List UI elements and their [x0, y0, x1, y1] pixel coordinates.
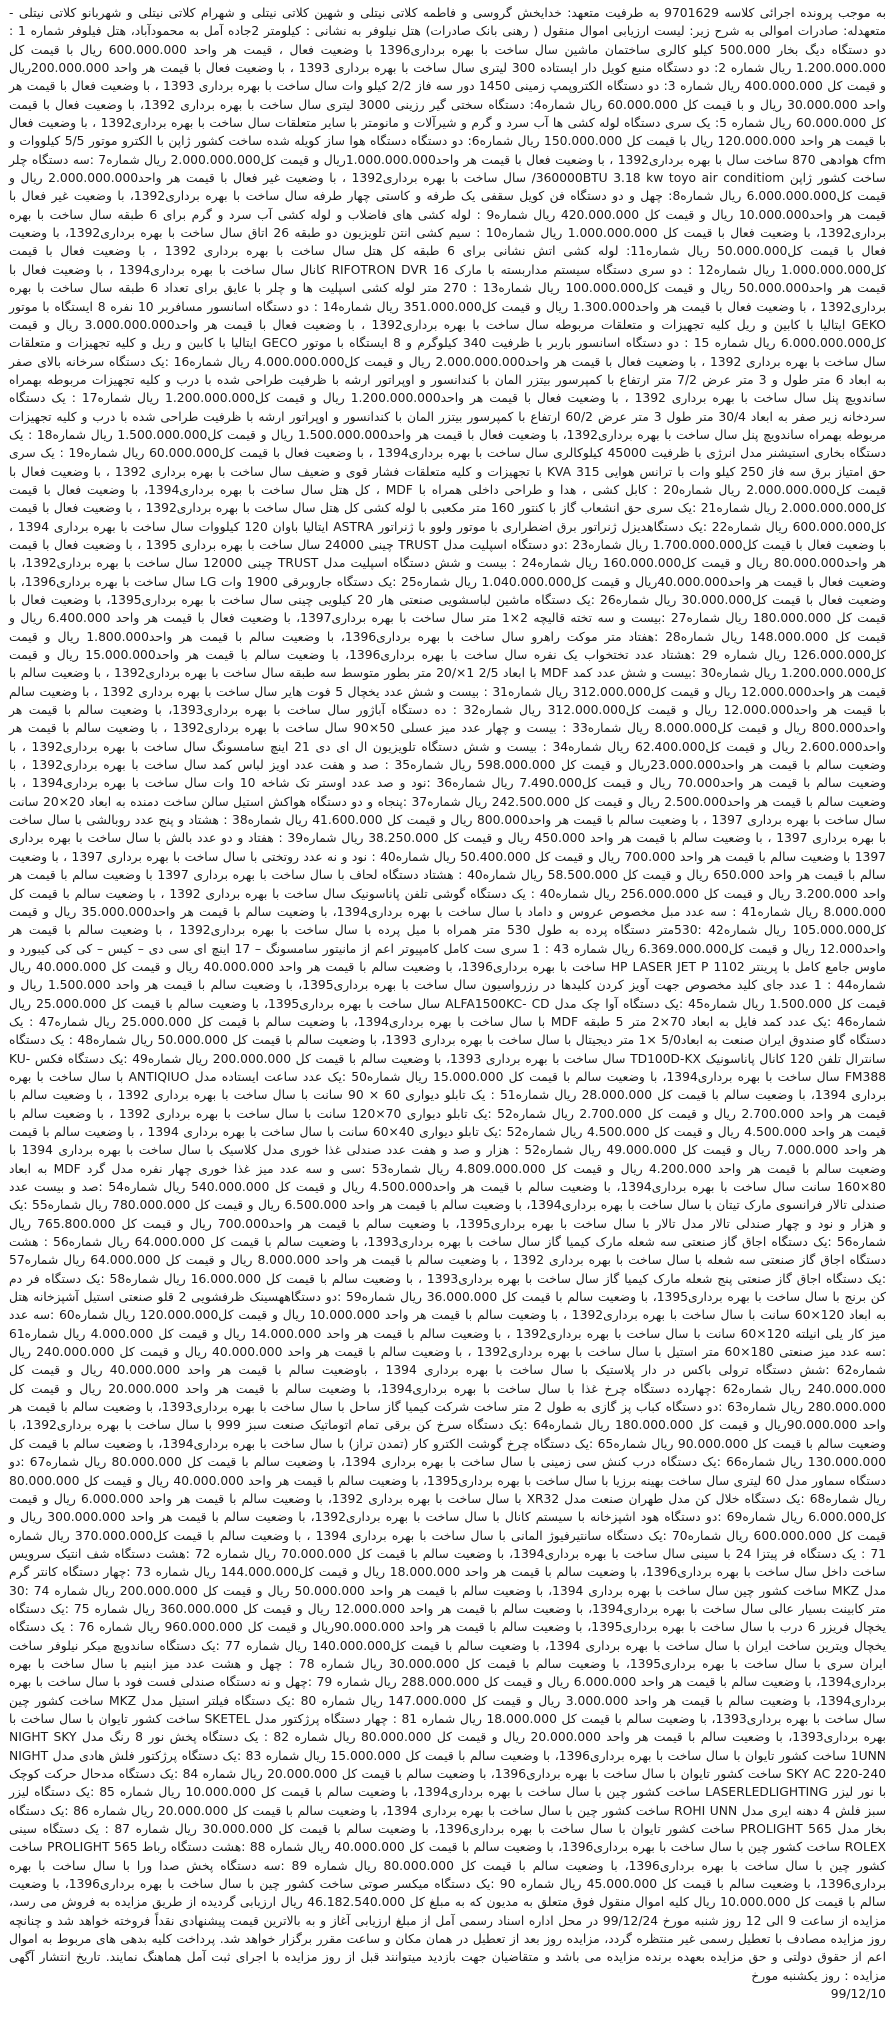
notice-body-text: به موجب پرونده اجرائی کلاسه 9701629 به طرفیت متعهد: خدایخش گروسی و فاطمه کلاتی نیتلی و شهین کلاتی نیتلی و شهرام کلاتی نیتلی و شهربانو کلاتی نیتلی - متعهدله: صادرات اموالی به شرح زیر: لیست ارزیابی اموال منقول ( رهنی بانک صادرات) هتل نیلوفر به نشانی : کیلومتر 2جاده آمل به محمودآباد، هتل فیلوفر شماره 1 : دو دستگاه دیگ بخار 500.000 کیلو کالری ساختمان ماشین سال ساخت با بهره برداری1396 با وضعیت فعال ، قیمت هر واحد 600.000.000 ریال با قیمت کل 1.200.000.000 ریال شماره 2: دو دستگاه منبع کویل دار ایستاده 300 لیتری سال ساخت با بهره برداری 1393 ، با وضعیت فعال با قیمت هر واحد 200.000.000ریال و قیمت کل 400.000.000 ریال شماره 3: دو دستگاه الکتروپمپ زمینی 1450 دور سه فاز 2/2 کیلو وات سال ساخت با بهره برداری 1393 ، با وضعیت فعال با قیمت هر واحد 30.000.000 ریال و با قیمت کل 60.000.000 ریال شماره4: دستگاه سختی گیر رزینی 3000 لیتری سال ساخت با بهره برداری 1392، با وضعیت فعال با قیمت کل 60.000.000 ریال شماره 5: یک سری دستگاه لوله کشی ها آب سرد و گرم و شیرآلات و مانومتر با سایر متعلقات سال ساخت با بهره برداری1392 ، با وضعیت فعال با قیمت هر واحد 120.000.000 ریال با قیمت کل 150.000.000 ریال شماره6: دو دستگاه دستگاه هوا ساز کویله شده ساخت کشور ژاپن با الکترو موتور 5/5 کیلووات و cfm هوادهی 870 ساخت سال با بهره برداری1392 ، با وضعیت فعال با قیمت هر واحد1.000.000.000ریال و قیمت کل2.000.000.000 ریال شماره7 :سه دستگاه چلر ساخت کشور ژاپن 360000BTU 3.18 kw toyo air conditiom/ سال ساخت با بهره برداری1392 ، با وضعیت غیر فعال با قیمت هر واحد2.000.000.000 ریال و قیمت کل6.000.000.000 ریال شماره8: چهل و دو دستگاه فن کویل سقفی یک طرفه و کاستی چهار طرفه سال ساخت با بهره برداری1392، با وضعیت غیر فعال با قیمت هر واحد10.000.000 ریال و قیمت کل 420.000.000 ریال شماره9 : لوله کشی های فاضلاب و لوله کشی آب سرد و گرم برای 6 طبقه سال ساخت با بهره برداری1392، با وضعیت فعال با قیمت کل 1.000.000.000 ریال شماره10 : سیم کشی انتن تلویزیون دو طبقه 26 اتاق سال ساخت با بهره برداری1392، با وضعیت فعال با قیمت کل50.000.000 ریال شماره11: لوله کشی اتش نشانی برای 6 طبقه کل هتل سال ساخت با بهره برداری 1392 ، با وضعیت فعال با قیمت کل1.000.000.000 ریال شماره12 : دو سری دستگاه سیستم مداربسته با مارک RIFOTRON DVR 16 کانال سال ساخت با بهره برداری1394 ، با وضعیت فعال با قیمت هر واحد50.000.000 ریال و قیمت کل100.000.000 ریال شماره13 : 270 متر لوله کشی اسپلیت ها و چلر با عایق برای تعداد 6 طبقه سال ساخت با بهره برداری1392 ، با وضعیت فعال با قیمت هر واحد1.300.000 ریال و قیمت کل351.000.000 ریال شماره14 : دو دستگاه اسانسور مسافربر 10 نفره 8 ایستگاه با موتور GEKO ایتالیا با کابین و ریل کلیه تجهیزات و متعلقات مربوطه سال ساخت با بهره برداری1392 ، با وضعیت فعال با قیمت هر واحد3.000.000.000 ریال و قیمت کل6.000.000.000 ریال شماره 15 : دو دستگاه اسانسور باربر با ظرفیت 340 کیلوگرم و 8 ایستگاه با موتور GECO ایتالیا با کابین و ریل و کلیه تجهیزات و متعلقات سال ساخت با بهره برداری 1392 ، با وضعیت فعال با قیمت هر واحد2.000.000.000 ریال و قیمت کل4.000.000.000 ریال شماره16 :یک دستگاه سرخانه بالای صفر به ابعاد 6 متر طول و 3 متر عرض 7/2 متر ارتفاع با کمپرسور بیتزر المان با کندانسور و اوپراتور ارشه با ظرفیت طراحی شده با درب و کلیه تجهیزات مربوطه بهمراه ساندویچ پنل سال ساخت با بهره برداری 1392 ، با وضعیت فعال با قیمت هر واحد1.200.000.000 ریال و قیمت کل1.200.000.000 ریال شماره17 : یک دستگاه سردخانه زیر صفر به ابعاد 30/4 متر طول 3 متر عرض 60/2 ارتفاع با کمپرسور بیتزر المان با کندانسور و اوپراتور ارشه با ظرفیت طراحی شده با درب و کلیه تجهیزات مربوطه بهمراه ساندویچ پنل سال ساخت با بهره برداری1392، با وضعیت فعال با قیمت هر واحد1.500.000.000 ریال و قیمت کل1.500.000.000 ریال شماره18 : یک دستگاه بخاری استیشنر مدل انرژی با ظرفیت 45000 کیلوکالری سال ساخت با بهره برداری1394 ، با وضعیت فعال با قیمت کل60.000.000 ریال شماره19 : یک سری حق امتیاز برق سه فاز 250 کیلو وات با ترانس هوایی 315 KVA با تجهیزات و کلیه متعلقات فشار قوی و ضعیف سال ساخت با بهره برداری 1392 ، با وضعیت فعال با قیمت کل2.000.000.000 ریال شماره20 : کابل کشی ، هدا و طراحی داخلی همراه با MDF ، کل هتل سال ساخت با بهره برداری1394، با وضعیت فعال با قیمت کل2.000.000.000 ریال شماره21 :یک سری حق انشعاب گاز با کنتور 160 متر مکعبی با لوله کشی کل هتل سال ساخت با بهره برداری1392 ، با وضعیت فعال با قیمت کل600.000.000 ریال شماره22 :یک دستگاهدیزل ژنراتور برق اضطراری با موتور ولوو با ژنراتور ASTRA ایتالیا باوان 120 کیلووات سال ساخت با بهره برداری 1394 ، با وضعیت فعال با قیمت کل1.700.000.000 ریال شماره23 :دو دستگاه اسپلیت مدل TRUST چینی 24000 سال ساخت با بهره برداری 1395 ، با وضعیت فعال با قیمت هر واحد80.000.000 ریال و قیمت کل160.000.000 ریال شماره24 : بیست و شش دستگاه اسپلیت مدل TRUST چینی 12000 سال ساخت با بهره برداری1392، با وضعیت فعال با قیمت هر واحد40.000.000ریال و قیمت کل1.040.000.000 ریال شماره25 :یک دستگاه جاروبرقی 1900 وات LG سال ساخت با بهره برداری1396، با وضعیت فعال با قیمت کل30.000.000 ریال شماره26 :یک دستگاه ماشین لباسشویی صنعتی هار 20 کیلویی چینی سال ساخت با بهره برداری1395، با وضعیت فعال با قیمت کل 180.000.000 ریال شماره27 :بیست و سه تخته قالیچه 2×1 متر سال ساخت با بهره برداری1397، با وضعیت فعال با قیمت هر واحد 6.400.000 ریال و قیمت کل 148.000.000 ریال شماره28 :هفتاد متر موکت راهرو سال ساخت با بهره برداری1396، با وضعیت سالم با قیمت هر واحد1.800.000 ریال و قیمت کل126.000.000 ریال شماره 29 :هشتاد عدد تختخواب یک نفره سال ساخت با بهره برداری1396، با وضعیت سالم با قیمت هر واحد15.000.000 ریال و قیمت کل1.200.000.000 ریال شماره30 :بیست و شش عدد کمد MDF با ابعاد 2/5 1×/20 متر بطور متوسط سه طبقه سال ساخت با بهره برداری1392 ، با وضعیت سالم با قیمت هر واحد12.000.000 ریال و قیمت کل312.000.000 ریال شماره31 : بیست و شش عدد یخچال 5 فوت هایر سال ساخت با بهره برداری 1392 ، با وضعیت سالم با قیمت هر واحد12.000.000 ریال و قیمت کل312.000.000 ریال شماره32 : ده دستگاه آباژور سال ساخت با بهره برداری1393، با وضعیت سالم با قیمت هر واحد800.000 ریال و قیمت کل8.000.000 ریال شماره33 : بیست و چهار عدد میز عسلی 50×90 سال ساخت با بهره برداری1392 ، با وضعیت سالم با قیمت هر واحد2.600.000 ریال و قیمت کل62.400.000 ریال شماره34 : بیست و شش دستگاه تلویزیون ال ای دی 21 اینچ سامسونگ سال ساخت با بهره برداری1392 ، با وضعیت سالم با قیمت هر واحد23.000.000ریال و قیمت کل 598.000.000 ریال شماره35 : صد و هفت عدد اویز لباس کمد سال ساخت با بهره برداری1392 ، با وضعیت سالم با قیمت هر واحد70.000 ریال و قیمت کل7.490.000 ریال شماره36 :نود و صد عدد اوستر تک شاخه 10 وات سال ساخت با بهره برداری1394 ، با وضعیت سالم با قیمت هر واحد2.500.000 ریال و قیمت کل 242.500.000 ریال شماره37 :پنجاه و دو دستگاه هواکش استیل سالن ساخت دمنده به ابعاد 20×20 سانت سال ساخت با بهره برداری 1397 ، با وضعیت سالم با قیمت هر واحد800.000 ریال و قیمت کل 41.600.000 ریال شماره38 : هشتاد و پنج عدد روبالشی با سال ساخت با بهره برداری 1397 ، با وضعیت سالم با قیمت هر واحد 450.000 ریال و قیمت کل 38.250.000 ریال شماره39 : هفتاد و دو عدد بالش با سال ساخت با بهره برداری 1397 با وضعیت سالم با قیمت هر واحد 700.000 ریال و قیمت کل 50.400.000 ریال شماره40 : نود و نه عدد روتختی با سال ساخت با بهره برداری 1397 ، با وضعیت سالم با قیمت هر واحد 650.000 ریال و قیمت کل 58.500.000 ریال شماره40 : هشتاد دستگاه لحاف با سال ساخت با بهره برداری 1397 با وضعیت سالم با قیمت هر واحد 3.200.000 ریال و قیمت کل 256.000.000 ریال شماره40 : یک دستگاه گوشی تلفن پاناسونیک سال ساخت با بهره برداری 1392 ، با وضعیت سالم با قیمت کل 8.000.000 ریال شماره41 : سه عدد مبل مخصوص عروس و داماد با سال ساخت با بهره برداری1394، با وضعیت سالم با قیمت هر واحد35.000.000 ریال و قیمت کل105.000.000 ریال شماره42 :530متر دستگاه پرده به طول 530 متر همراه با میل پرده با سال ساخت با بهره برداری1392 ، با وضعیت سالم با قیمت هر واحد12.000 ریال و قیمت کل6.369.000.000 ریال شماره 43 : 1 سری ست کامل کامپیوتر اعم از مانیتور سامسونگ – 17 اینچ ای سی دی – کیس – کی کی کیبورد و ماوس جامع کامل با پرینتر HP LASER JET P 1102 ساخت با بهره برداری1396، با وضعیت سالم با قیمت هر واحد 40.000.000 ریال و قیمت کل 40.000.000 ریال شماره44 : 1 عدد جای کلید مخصوص جهت آویز کردن کلیدها در رزرواسیون سال ساخت با بهره برداری1395، با وضعیت سالم با قیمت هر واحد 1.500.000 ریال و قیمت کل 1.500.000 ریال شماره45 :یک دستگاه آوا چک مدل ALFA1500KC- CD سال ساخت با بهره برداری1395، با وضعیت سالم با قیمت کل 25.000.000 ریال شماره46 :یک عدد کمد فایل به ابعاد 70×2 متر 5 طبقه MDF با سال ساخت با بهره برداری1394، با وضعیت سالم با قیمت کل 25.000.000 ریال شماره47 : یک دستگاه گاو صندوق ایران صنعت به ابعاد5/0 ×1 متر دیجیتال با سال ساخت با بهره برداری 1393، با وضعیت سالم با قیمت کل 50.000.000 ریال شماره48 : یک دستگاه سانترال تلفن 120 کانال پاناسونیک TD100D-KX سال ساخت با بهره برداری 1393، با وضعیت سالم با قیمت کل 200.000.000 ریال شماره49 :یک دستگاه فکس KU- FM388 سال ساخت با بهره برداری1394، با وضعیت سالم با قیمت کل 15.000.000 ریال شماره50 :یک عدد ساعت ایستاده مدل ANTIQIUO با سال ساخت با بهره برداری 1394، با وضعیت سالم با قیمت کل 28.000.000 ریال شماره51 : یک تابلو دیواری 60 × 90 سانت با سال ساخت با بهره برداری 1392 ، با وضعیت سالم با قیمت هر واحد 2.700.000 ریال و قیمت کل 2.700.000 ریال شماره52 :یک تابلو دیواری 70×120 سانت با سال ساخت با بهره برداری 1392 ، با وضعیت سالم با قیمت هر واحد 4.500.000 ریال و قیمت کل 4.500.000 ریال شماره52 :یک تابلو دیواری 40×60 سانت با سال ساخت با بهره برداری 1394 ، با وضعیت سالم با قیمت هر واحد 7.000.000 ریال و قیمت کل 49.000.000 ریال شماره52 : هزار و صد و هفت عدد صندلی غذا خوری مدل کلاسیک با سال ساخت با بهره برداری 1394 با وضعیت سالم با قیمت هر واحد 4.200.000 ریال و قیمت کل 4.809.000.000 ریال شماره53 :سی و سه عدد میز غذا خوری چهار نفره مدل گرد MDF به ابعاد 80×160 سانت سال ساخت با بهره برداری1394، با وضعیت سالم با قیمت هر واحد4.500.000 ریال و قیمت کل 540.000.000 ریال شماره54 :صد و بیست عدد صندلی تالار فرانسوی مارک تیتان با سال ساخت با بهره برداری1394، با وضعیت سالم با قیمت هر واحد 6.500.000 ریال و قیمت کل 780.000.000 ریال شماره55 :یک و هزار و نود و چهار صندلی تالار مدل تالار با سال ساخت با بهره برداری1395، با وضعیت سالم با قیمت هر واحد700.000 ریال و قیمت کل 765.800.000 ریال شماره56 :یک دستگاه اجاق گاز صنعتی سه شعله مارک کیمیا گاز سال ساخت با بهره برداری1393، با وضعیت سالم با قیمت کل 64.000.000 ریال شماره56 : هشت دستگاه اجاق گاز صنعتی سه شعله با سال ساخت با بهره برداری 1392 ، با وضعیت سالم با قیمت هر واحد 8.000.000 ریال و قیمت کل 64.000.000 ریال شماره57 :یک دستگاه اجاق گاز صنعتی پنج شعله مارک کیمیا گاز سال ساخت با بهره برداری1393 ، با وضعیت سالم با قیمت کل 16.000.000 ریال شماره58 :یک دستگاه فر دم کن برنج با سال ساخت با بهره برداری1395، با وضعیت سالم با قیمت کل 36.000.000 ریال شماره59 :دو دستگاههسینک ظرفشویی 2 قلو صنعتی استیل آشپزخانه هتل به ابعاد 120×60 سانت با سال ساخت با بهره برداری1392 ، با وضعیت سالم با قیمت هر واحد 10.000.000 ریال و قیمت کل120.000.000 ریال شماره60 :سه عدد میز کار یلی انیلته 120×60 سانت با سال ساخت با بهره برداری1392 ، با وضعیت سالم با قیمت هر واحد 14.000.000 ریال و قیمت کل 4.000.000 ریال شماره61 :سه عدد میز صنعتی 180×60 متر استیل با سال ساخت با بهره برداری1392 ، با وضعیت سالم با قیمت هر واحد 40.000.000 ریال و قیمت کل 240.000.000 ریال شماره62 :شش دستگاه ترولی باکس در دار پلاستیک با سال ساخت با بهره برداری 1394 ، باوضعیت سالم با قیمت هر واحد 40.000.000 ریال و قیمت کل 240.000.000 ریال شماره62 :چهارده دستگاه چرخ غذا با سال ساخت با بهره برداری1394، با وضعیت سالم با قیمت هر واحد 20.000.000 ریال و قیمت کل 280.000.000 ریال شماره63 :دو دستگاه کباب پز گازی به طول 2 متر ساخت شرکت کیمیا گاز ساحل با سال ساخت با بهره برداری1393، با وضعیت سالم با قیمت هر واحد 90.000.000ریال و قیمت کل 180.000.000 ریال شماره64 :یک دستگاه سرخ کن برقی تمام اتوماتیک صنعت سبز 999 با سال ساخت با بهره برداری1392، با وضعیت سالم با قیمت کل 90.000.000 ریال شماره65 :یک دستگاه چرخ گوشت الکترو کار (تمدن تراز) با سال ساخت با بهره برداری1394، با وضعیت سالم با قیمت کل 130.000.000 ریال شماره66 :یک دستگاه درب کنش سی زمینی با سال ساخت با بهره برداری 1394، با وضعیت سالم با قیمت کل 80.000.000 ریال شماره67 :دو دستگاه سماور مدل 60 لیتری سال ساخت بهینه برزیا با سال ساخت با بهره برداری1395، با وضعیت سالم با قیمت هر واحد 40.000.000 ریال و قیمت کل 80.000.000 ریال شماره68 :یک دستگاه خلال کن مدل طهران صنعت مدل XR32 با سال ساخت با بهره برداری 1392، با وضعیت سالم با قیمت هر واحد 6.000.000 ریال و قیمت کل6.000.000 ریال شماره69 :دو دستگاه هود اشپزخانه با سیستم کانال با سال ساخت با بهره برداری1392، با وضعیت سالم با قیمت هر واحد 300.000.000 ریال و قیمت کل 600.000.000 ریال شماره70 :یک دستگاه سانتیرفیوژ المانی با سال ساخت با بهره برداری 1394 ، با وضعیت سالم با قیمت کل370.000.000 ریال شماره 71 : یک دستگاه فر پیتزا 24 با سینی سال ساخت با بهره برداری1394، با وضعیت سالم با قیمت کل 70.000.000 ریال شماره 72 :هشت دستگاه شف انتیک سرویس ساخت داخل سال ساخت با بهره برداری1396، با وضعیت سالم با قیمت هر واحد 18.000.000 ریال و قیمت کل144.000.000 ریال شماره 73 :چهار دستگاه کانتر گرم مدل MKZ ساخت کشور چین سال ساخت با بهره برداری 1394، با وضعیت سالم با قیمت هر واحد 50.000.000 ریال و قیمت کل 200.000.000 ریال شماره 74 :30 متر کابینت بسیار عالی سال ساخت با بهره برداری1394، با وضعیت سالم با قیمت هر واحد 12.000.000 ریال و قیمت کل 360.000.000 ریال شماره 75 :یک دستگاه یخچال فریزر 6 درب با سال ساخت با بهره برداری1395، با وضعیت سالم با قیمت هر واحد 90.000.000ریال و قیمت کل 960.000.000 ریال شماره 76 : یک دستگاه یخچال ویترین ساخت ایران با سال ساخت با بهره برداری 1394، با وضعیت سالم با قیمت کل140.000.000 ریال شماره 77 :یک دستگاه ساندویچ میکر نیلوفر ساخت ایران سری با سال ساخت با بهره برداری1395، با وضعیت سالم با قیمت کل 30.000.000 ریال شماره 78 : چهل و هشت عدد میز ابنیم با سال ساخت با بهره برداری1394، با وضعیت سالم با قیمت هر واحد 6.000.000 ریال و قیمت کل 288.000.000 ریال شماره 79 :چهل و نه دستگاه صندلی فست فود با سال ساخت با بهره برداری1394، با وضعیت سالم با قیمت هر واحد 3.000.000 ریال و قیمت کل 147.000.000 ریال شماره 80 :یک دستگاه فیلتر استیل مدل MKZ ساخت کشور چین سال ساخت با بهره برداری1393، با وضعیت سالم با قیمت کل 18.000.000 ریال شماره 81 : چهار دستگاه پرژکتور مدل SKETEL ساخت کشور تایوان با سال ساخت با بهره برداری1393، با وضعیت سالم با قیمت هر واحد 20.000.000 ریال و قیمت کل 80.000.000 ریال شماره 82 : یک دستگاه پخش نور 8 رنگ مدل NIGHT SKY 1UNN ساخت کشور تایوان با سال ساخت با بهره برداری1396، با وضعیت سالم با قیمت کل 15.000.000 ریال شماره 83 :یک دستگاه پرژکتور فلش هادی مدل NIGHT SKY AC 220-240 ساخت کشور تایوان با سال ساخت با بهره برداری1396، با وضعیت سالم با قیمت کل 20.000.000 ریال شماره 84 :یک دستگاه مدحال حرکت کوچک با نور لیزر LASERLEDLIGHTING ساخت کشور چین با سال ساخت با بهره برداری1394، با وضعیت سالم با قیمت کل 10.000.000 ریال شماره 85 :یک دستگاه لیزر سبز فلش 4 دهنه ایری مدل ROHI UNN ساخت کشور چین با سال ساخت با بهره برداری 1394، با وضعیت سالم با قیمت کل 20.000.000 ریال شماره 86 :یک دستگاه بخار مدل 565 PROLIGHT ساخت کشور تایوان با سال ساخت با بهره برداری1396، با وضعیت سالم با قیمت کل 30.000.000 ریال شماره 87 : یک دستگاه سینی ROLEX ساخت کشور چین با سال ساخت با بهره برداری1396، با وضعیت سالم با قیمت کل 40.000.000 ریال شماره 88 :هشت دستگاه رباط 565 PROLIGHT ساخت کشور چین با سال ساخت با بهره برداری1396، با وضعیت سالم با قیمت کل 80.000.000 ریال شماره 89 :سه دستگاه پخش صدا ورا با سال ساخت با بهره برداری1396، با وضعیت سالم با قیمت کل 45.000.000 ریال شماره 90 :یک دستگاه میکسر صوتی ساخت کشور چین با سال ساخت با بهره برداری1396، با وضعیت سالم با قیمت کل 10.000.000 ریال کلیه اموال منقول فوق متعلق به مدیون که به مبلغ کل 46.182.540.000 ریال ارزیابی گردیده از طریق مزایده به فروش می رسد، مزایده از ساعت 9 الی 12 روز شنبه مورخ 99/12/24 در محل اداره اسناد رسمی آمل از مبلغ ارزیابی آغاز و به بالاترین قیمت پیشنهادی نقداً فروخته خواهد شد و چنانچه روز مزایده مصادف با تعطیل رسمی غیر منتظره گردد، مزایده روز بعد از تعطیل در همان مکان و ساعت مقرر برگزار خواهد شد. پرداخت کلیه بدهی های مربوط به اموال اعم از حقوق دولتی و حق مزایده بعهده برنده مزایده می باشد و متقاضیان جهت بازدید میتوانند قبل از روز مزایده با اجرای ثبت آمل هماهنگ نمایند. تاریخ انتشار آگهی مزایده : روز یکشنبه مورخ [9, 6, 887, 1983]
publication-date: 99/12/10 [830, 1987, 886, 2002]
